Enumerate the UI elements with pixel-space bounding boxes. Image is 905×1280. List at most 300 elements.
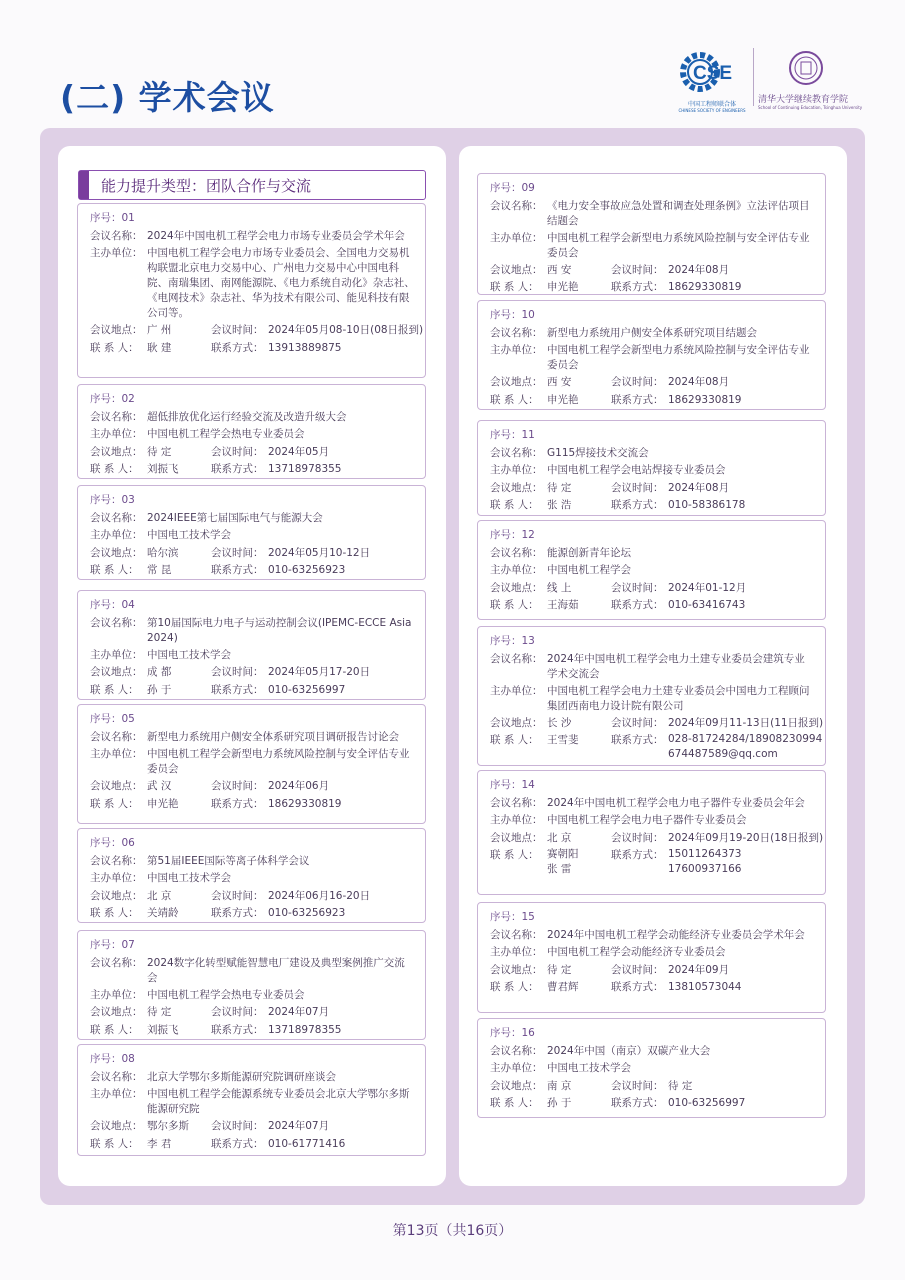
conference-name-label: 会议名称： xyxy=(490,1044,543,1057)
cse-logo-text: CSE xyxy=(693,63,733,84)
entry-number-label: 序号： xyxy=(90,212,122,224)
place-time-row xyxy=(90,545,425,563)
entry-number xyxy=(90,1051,425,1069)
conference-name-value: 新型电力系统用户侧安全体系研究项目结题会 xyxy=(547,326,757,339)
conference-entry xyxy=(77,828,426,923)
conference-name-value: 2024数字化转型赋能智慧电厂建设及典型案例推广交流会 xyxy=(147,956,405,984)
conference-name-row xyxy=(90,409,425,427)
contact-value: 张 雷 xyxy=(547,863,572,875)
phone-label: 联系方式： xyxy=(611,981,664,993)
host-organization-label: 主办单位： xyxy=(490,1062,543,1074)
place-label: 会议地点： xyxy=(490,376,543,388)
time-value: 2024年05月10-12日 xyxy=(268,546,371,559)
conference-entry xyxy=(477,1018,826,1118)
tsinghua-seal-icon xyxy=(788,50,824,86)
conference-name-value: G115焊接技术交流会 xyxy=(547,446,649,459)
conference-name-row xyxy=(490,545,825,563)
contact-row xyxy=(490,1095,825,1113)
phone-label: 联系方式： xyxy=(211,797,264,810)
entry-number-value: 16 xyxy=(521,1027,535,1039)
time-label: 会议时间： xyxy=(611,376,664,388)
conference-name-row xyxy=(90,510,425,528)
host-organization-value: 中国电机工程学会 xyxy=(547,564,631,576)
conference-entry xyxy=(77,930,426,1040)
contact-label: 联 系 人： xyxy=(490,849,539,861)
contact-value: 关靖龄 xyxy=(147,907,179,919)
place-value: 北 京 xyxy=(147,889,172,902)
time-value: 2024年08月 xyxy=(668,376,730,388)
contact-row xyxy=(90,905,425,923)
contact-label: 联 系 人： xyxy=(490,499,539,511)
time-label: 会议时间： xyxy=(211,445,264,458)
contact-label: 联 系 人： xyxy=(490,281,539,293)
page-title: (二) 学术会议 xyxy=(60,78,275,117)
entry-number xyxy=(90,210,425,228)
entry-number-label: 序号： xyxy=(90,599,122,611)
time-value: 2024年05月 xyxy=(268,445,330,458)
host-organization-row xyxy=(490,562,825,580)
contact-label: 联 系 人： xyxy=(90,341,139,354)
host-organization-label: 主办单位： xyxy=(90,648,143,661)
contact-row xyxy=(90,796,425,814)
conference-name-row xyxy=(490,325,825,343)
conference-name-value: 北京大学鄂尔多斯能源研究院调研座谈会 xyxy=(147,1070,336,1083)
conference-name-row xyxy=(90,729,425,747)
host-organization-value: 中国电机工程学会新型电力系统风险控制与安全评估专业委员会 xyxy=(147,748,410,775)
place-value: 线 上 xyxy=(547,581,572,594)
time-value: 2024年09月11-13日(11日报到) xyxy=(668,716,824,729)
entry-number-value: 01 xyxy=(121,212,135,224)
contact-row xyxy=(490,979,825,997)
place-time-row xyxy=(90,322,425,340)
contact-label: 联 系 人： xyxy=(490,1097,539,1109)
conference-name-row xyxy=(90,1069,425,1087)
entry-number-label: 序号： xyxy=(90,837,122,849)
host-organization-row xyxy=(90,527,425,545)
host-organization-value: 中国电机工程学会新型电力系统风险控制与安全评估专业委员会 xyxy=(547,344,810,371)
contact-label: 联 系 人： xyxy=(490,599,539,611)
place-label: 会议地点： xyxy=(90,1120,143,1132)
contact-label: 联 系 人： xyxy=(490,393,539,406)
time-value: 2024年06月16-20日 xyxy=(268,889,371,902)
conference-name-value: 2024年中国电机工程学会电力土建专业委员会建筑专业学术交流会 xyxy=(547,652,805,680)
conference-name-label: 会议名称： xyxy=(90,854,143,867)
entry-number xyxy=(90,937,425,955)
logo-divider xyxy=(753,48,754,106)
entry-number-label: 序号： xyxy=(490,182,522,194)
place-time-row xyxy=(490,715,825,733)
place-value: 西 安 xyxy=(547,263,572,276)
time-value: 2024年05月17-20日 xyxy=(268,666,371,678)
host-organization-value: 中国电机工程学会电力市场专业委员会、全国电力交易机构联盟北京电力交易中心、广州电力交易中心中国电科院、南瑞集团、南网能源院、《电力系统自动化》杂志社、《电网技术》杂志社、华为技术有限公司、能见科技有限公司等。 xyxy=(147,247,415,319)
entry-number-label: 序号： xyxy=(490,429,522,441)
host-organization-row xyxy=(90,870,425,888)
place-label: 会议地点： xyxy=(90,445,143,458)
host-organization-row xyxy=(90,647,425,665)
phone-value: 010-63256923 xyxy=(268,564,346,576)
place-label: 会议地点： xyxy=(90,546,143,559)
tsinghua-eng: School of Continuing Education, Tsinghua University xyxy=(758,105,863,110)
conference-name-row xyxy=(490,1043,825,1061)
entry-number-label: 序号： xyxy=(490,779,522,791)
place-label: 会议地点： xyxy=(90,666,143,678)
entry-number xyxy=(490,909,825,927)
conference-name-label: 会议名称： xyxy=(90,730,143,743)
entry-number-value: 10 xyxy=(521,309,535,321)
entry-number-label: 序号： xyxy=(90,713,122,725)
time-label: 会议时间： xyxy=(611,581,664,594)
conference-entry xyxy=(477,902,826,1013)
host-organization-value: 中国电机工程学会电力电子器件专业委员会 xyxy=(547,814,747,826)
entry-number xyxy=(490,527,825,545)
host-organization-label: 主办单位： xyxy=(490,231,543,244)
contact-row xyxy=(90,562,425,580)
phone-label: 联系方式： xyxy=(211,564,264,576)
host-organization-row xyxy=(490,230,825,262)
time-label: 会议时间： xyxy=(611,963,664,976)
host-organization-row xyxy=(490,342,825,374)
entry-number xyxy=(490,307,825,325)
time-value: 待 定 xyxy=(668,1079,693,1092)
conference-name-row xyxy=(90,955,425,987)
host-organization-value: 中国电机工程学会热电专业委员会 xyxy=(147,428,305,440)
place-label: 会议地点： xyxy=(90,780,143,792)
host-organization-label: 主办单位： xyxy=(490,344,543,356)
place-time-row xyxy=(490,1078,825,1096)
entry-number-label: 序号： xyxy=(90,1053,122,1065)
time-value: 2024年07月 xyxy=(268,1120,330,1132)
conference-name-value: 《电力安全事故应急处置和调查处理条例》立法评估项目结题会 xyxy=(547,199,810,227)
host-organization-value: 中国电机工程学会电力土建专业委员会中国电力工程顾问集团西南电力设计院有限公司 xyxy=(547,684,810,712)
contact-row xyxy=(490,732,825,762)
entry-number-value: 07 xyxy=(121,939,135,951)
contact-value: 孙 于 xyxy=(147,683,172,696)
phone-value: 010-58386178 xyxy=(668,499,746,511)
place-label: 会议地点： xyxy=(90,1006,143,1018)
conference-name-value: 第10届国际电力电子与运动控制会议(IPEMC-ECCE Asia 2024) xyxy=(147,616,412,644)
time-value: 2024年09月19-20日(18日报到) xyxy=(668,831,824,844)
phone-label: 联系方式： xyxy=(211,683,264,696)
conference-name-label: 会议名称： xyxy=(490,326,543,339)
conference-name-label: 会议名称： xyxy=(490,652,543,665)
time-label: 会议时间： xyxy=(211,546,264,559)
conference-name-value: 2024年中国电机工程学会电力市场专业委员会学术年会 xyxy=(147,229,405,242)
contact-value: 王海茹 xyxy=(547,599,579,611)
contact-row xyxy=(90,1022,425,1040)
phone-value: 13810573044 xyxy=(668,981,742,993)
contact-row xyxy=(490,392,825,410)
place-value: 武 汉 xyxy=(147,780,172,792)
host-organization-label: 主办单位： xyxy=(90,872,143,884)
entry-number-value: 12 xyxy=(521,529,535,541)
place-label: 会议地点： xyxy=(490,263,543,276)
contact-label: 联 系 人： xyxy=(90,683,139,696)
entry-number-value: 08 xyxy=(121,1053,135,1065)
time-value: 2024年09月 xyxy=(668,963,730,976)
phone-value: 010-63256923 xyxy=(268,907,346,919)
conference-name-value: 新型电力系统用户侧安全体系研究项目调研报告讨论会 xyxy=(147,730,399,743)
host-organization-label: 主办单位： xyxy=(90,428,143,440)
phone-label: 联系方式： xyxy=(211,1023,264,1036)
time-label: 会议时间： xyxy=(211,889,264,902)
time-value: 2024年08月 xyxy=(668,481,730,494)
entry-number-label: 序号： xyxy=(90,494,122,506)
place-value: 待 定 xyxy=(147,1006,172,1018)
cse-logo xyxy=(678,50,746,112)
category-bar xyxy=(79,171,89,199)
time-label: 会议时间： xyxy=(211,1006,264,1018)
contact-label: 联 系 人： xyxy=(90,1023,139,1036)
conference-entry xyxy=(77,203,426,378)
place-time-row xyxy=(490,580,825,598)
contact-value: 孙 于 xyxy=(547,1097,572,1109)
host-organization-value: 中国电机工程学会能源系统专业委员会北京大学鄂尔多斯能源研究院 xyxy=(147,1088,410,1115)
conference-name-value: 2024年中国（南京）双碳产业大会 xyxy=(547,1044,711,1057)
place-label: 会议地点： xyxy=(90,324,143,336)
phone-label: 联系方式： xyxy=(611,849,664,861)
time-value: 2024年08月 xyxy=(668,263,730,276)
phone-value: 15011264373 xyxy=(668,848,742,860)
category-header xyxy=(78,170,426,200)
conference-name-row xyxy=(490,445,825,463)
conference-entry xyxy=(477,300,826,410)
entry-number xyxy=(490,1025,825,1043)
phone-value: 18629330819 xyxy=(268,797,342,810)
entry-number-label: 序号： xyxy=(490,1027,522,1039)
place-value: 待 定 xyxy=(147,445,172,458)
entry-number xyxy=(490,180,825,198)
phone-value: 010-61771416 xyxy=(268,1137,346,1150)
host-organization-label: 主办单位： xyxy=(490,564,543,576)
conference-name-row xyxy=(490,651,825,683)
host-organization-value: 中国电工技术学会 xyxy=(547,1062,631,1074)
time-label: 会议时间： xyxy=(211,780,264,792)
entry-number-label: 序号： xyxy=(490,635,522,647)
host-organization-label: 主办单位： xyxy=(490,464,543,476)
time-label: 会议时间： xyxy=(611,831,664,844)
host-organization-row xyxy=(490,683,825,715)
host-organization-row xyxy=(90,987,425,1005)
phone-value: 010-63256997 xyxy=(668,1097,746,1109)
conference-name-label: 会议名称： xyxy=(490,928,543,941)
place-time-row xyxy=(490,962,825,980)
place-label: 会议地点： xyxy=(490,831,543,844)
entry-number xyxy=(90,835,425,853)
time-label: 会议时间： xyxy=(211,1120,264,1132)
conference-entry xyxy=(77,704,426,824)
phone-value: 674487589@qq.com xyxy=(668,748,778,760)
entry-number xyxy=(90,492,425,510)
host-organization-value: 中国电机工程学会热电专业委员会 xyxy=(147,988,305,1001)
host-organization-value: 中国电工技术学会 xyxy=(147,872,231,884)
place-value: 待 定 xyxy=(547,963,572,976)
entry-number-value: 05 xyxy=(121,713,135,725)
entry-number xyxy=(490,427,825,445)
cse-logo-name: 中国工程师联合体 xyxy=(687,101,736,108)
conference-entry xyxy=(477,770,826,895)
entry-number-value: 02 xyxy=(121,393,135,405)
contact-value: 张 浩 xyxy=(547,499,572,511)
contact-label: 联 系 人： xyxy=(90,564,139,576)
contact-values xyxy=(547,847,611,877)
place-value: 待 定 xyxy=(547,481,572,494)
conference-name-row xyxy=(490,927,825,945)
conference-name-row xyxy=(90,853,425,871)
contact-value: 申光艳 xyxy=(547,281,579,293)
time-label: 会议时间： xyxy=(211,666,264,678)
contact-row xyxy=(490,497,825,515)
time-value: 2024年06月 xyxy=(268,780,330,792)
time-label: 会议时间： xyxy=(211,324,264,336)
contact-value: 刘振飞 xyxy=(147,463,179,475)
conference-name-row xyxy=(490,795,825,813)
conference-name-label: 会议名称： xyxy=(490,199,543,212)
conference-name-label: 会议名称： xyxy=(90,616,143,629)
contact-row xyxy=(90,461,425,479)
time-label: 会议时间： xyxy=(611,716,664,729)
phone-value: 18629330819 xyxy=(668,393,742,406)
conference-name-label: 会议名称： xyxy=(90,956,143,969)
conference-entry xyxy=(77,384,426,479)
place-value: 鄂尔多斯 xyxy=(147,1120,189,1132)
contact-label: 联 系 人： xyxy=(90,797,139,810)
conference-name-value: 第51届IEEE国际等离子体科学会议 xyxy=(147,854,310,867)
phone-value: 010-63416743 xyxy=(668,599,746,611)
contact-value: 常 昆 xyxy=(147,564,172,576)
conference-name-value: 2024年中国电机工程学会动能经济专业委员会学术年会 xyxy=(547,928,805,941)
entry-number xyxy=(90,711,425,729)
entry-number-label: 序号： xyxy=(490,911,522,923)
conference-name-label: 会议名称： xyxy=(90,511,143,524)
contact-label: 联 系 人： xyxy=(90,907,139,919)
place-time-row xyxy=(90,778,425,796)
entry-number-value: 03 xyxy=(121,494,135,506)
host-organization-row xyxy=(90,245,425,322)
phone-value: 18629330819 xyxy=(668,281,742,293)
time-value: 2024年05月08-10日(08日报到) xyxy=(268,324,424,336)
phone-value: 010-63256997 xyxy=(268,683,346,696)
entry-number-label: 序号： xyxy=(90,393,122,405)
host-organization-row xyxy=(490,1060,825,1078)
conference-name-value: 2024IEEE第七届国际电气与能源大会 xyxy=(147,511,323,524)
entry-number xyxy=(90,597,425,615)
time-value: 2024年07月 xyxy=(268,1006,330,1018)
entry-number-value: 04 xyxy=(121,599,135,611)
phone-label: 联系方式： xyxy=(211,463,264,475)
contact-row xyxy=(490,597,825,615)
host-organization-value: 中国电机工程学会新型电力系统风险控制与安全评估专业委员会 xyxy=(547,231,810,259)
tsinghua-logo xyxy=(758,50,868,112)
host-organization-row xyxy=(90,746,425,778)
host-organization-label: 主办单位： xyxy=(90,748,143,760)
host-organization-label: 主办单位： xyxy=(90,247,143,259)
conference-name-label: 会议名称： xyxy=(490,546,543,559)
host-organization-value: 中国电机工程学会电站焊接专业委员会 xyxy=(547,464,726,476)
contact-row xyxy=(90,1136,425,1154)
phone-label: 联系方式： xyxy=(211,907,264,919)
phone-label: 联系方式： xyxy=(611,393,664,406)
phone-label: 联系方式： xyxy=(211,341,264,354)
place-value: 广 州 xyxy=(147,324,172,336)
place-time-row xyxy=(490,830,825,848)
host-organization-row xyxy=(90,1086,425,1118)
entry-number-label: 序号： xyxy=(90,939,122,951)
place-label: 会议地点： xyxy=(90,889,143,902)
place-time-row xyxy=(490,262,825,280)
place-value: 南 京 xyxy=(547,1079,572,1092)
contact-row xyxy=(90,682,425,700)
place-label: 会议地点： xyxy=(490,963,543,976)
conference-entry xyxy=(77,1044,426,1156)
contact-value: 王雪斐 xyxy=(547,734,579,746)
contact-value: 申光艳 xyxy=(147,797,179,810)
place-label: 会议地点： xyxy=(490,581,543,594)
place-time-row xyxy=(90,444,425,462)
contact-value: 耿 建 xyxy=(147,341,172,354)
conference-name-label: 会议名称： xyxy=(90,1070,143,1083)
conference-entry xyxy=(477,520,826,620)
place-time-row xyxy=(90,664,425,682)
conference-name-label: 会议名称： xyxy=(90,229,143,242)
conference-name-value: 2024年中国电机工程学会电力电子器件专业委员会年会 xyxy=(547,796,805,809)
contact-row xyxy=(490,279,825,297)
phone-value: 13718978355 xyxy=(268,463,342,475)
contact-row xyxy=(490,847,825,877)
conference-name-label: 会议名称： xyxy=(490,796,543,809)
host-organization-label: 主办单位： xyxy=(90,1088,143,1100)
place-time-row xyxy=(90,1118,425,1136)
place-time-row xyxy=(90,1004,425,1022)
host-organization-label: 主办单位： xyxy=(490,946,543,958)
contact-value: 刘振飞 xyxy=(147,1023,179,1036)
entry-number-label: 序号： xyxy=(490,529,522,541)
place-value: 北 京 xyxy=(547,831,572,844)
conference-name-row xyxy=(490,198,825,230)
entry-number-value: 09 xyxy=(521,182,535,194)
place-time-row xyxy=(490,374,825,392)
host-organization-label: 主办单位： xyxy=(90,988,143,1001)
phone-label: 联系方式： xyxy=(611,599,664,611)
place-time-row xyxy=(490,480,825,498)
conference-name-row xyxy=(90,228,425,246)
conference-entry xyxy=(477,420,826,516)
host-organization-label: 主办单位： xyxy=(90,529,143,541)
place-label: 会议地点： xyxy=(490,481,543,494)
place-value: 哈尔滨 xyxy=(147,546,179,559)
contact-label: 联 系 人： xyxy=(490,734,539,746)
conference-entry xyxy=(477,626,826,766)
phone-label: 联系方式： xyxy=(611,281,664,293)
phone-label: 联系方式： xyxy=(611,734,664,746)
place-time-row xyxy=(90,888,425,906)
contact-value: 李 君 xyxy=(147,1137,172,1150)
time-label: 会议时间： xyxy=(611,481,664,494)
host-organization-value: 中国电机工程学会动能经济专业委员会 xyxy=(547,946,726,958)
host-organization-row xyxy=(490,944,825,962)
contact-value: 申光艳 xyxy=(547,393,579,406)
entry-number-label: 序号： xyxy=(490,309,522,321)
phone-label: 联系方式： xyxy=(611,1097,664,1109)
host-organization-row xyxy=(490,812,825,830)
conference-name-value: 超低排放优化运行经验交流及改造升级大会 xyxy=(147,410,347,423)
place-label: 会议地点： xyxy=(490,1079,543,1092)
entry-number-value: 11 xyxy=(521,429,535,441)
time-label: 会议时间： xyxy=(611,263,664,276)
host-organization-value: 中国电工技术学会 xyxy=(147,529,231,541)
conference-entry xyxy=(477,173,826,295)
entry-number xyxy=(490,633,825,651)
contact-label: 联 系 人： xyxy=(90,463,139,475)
